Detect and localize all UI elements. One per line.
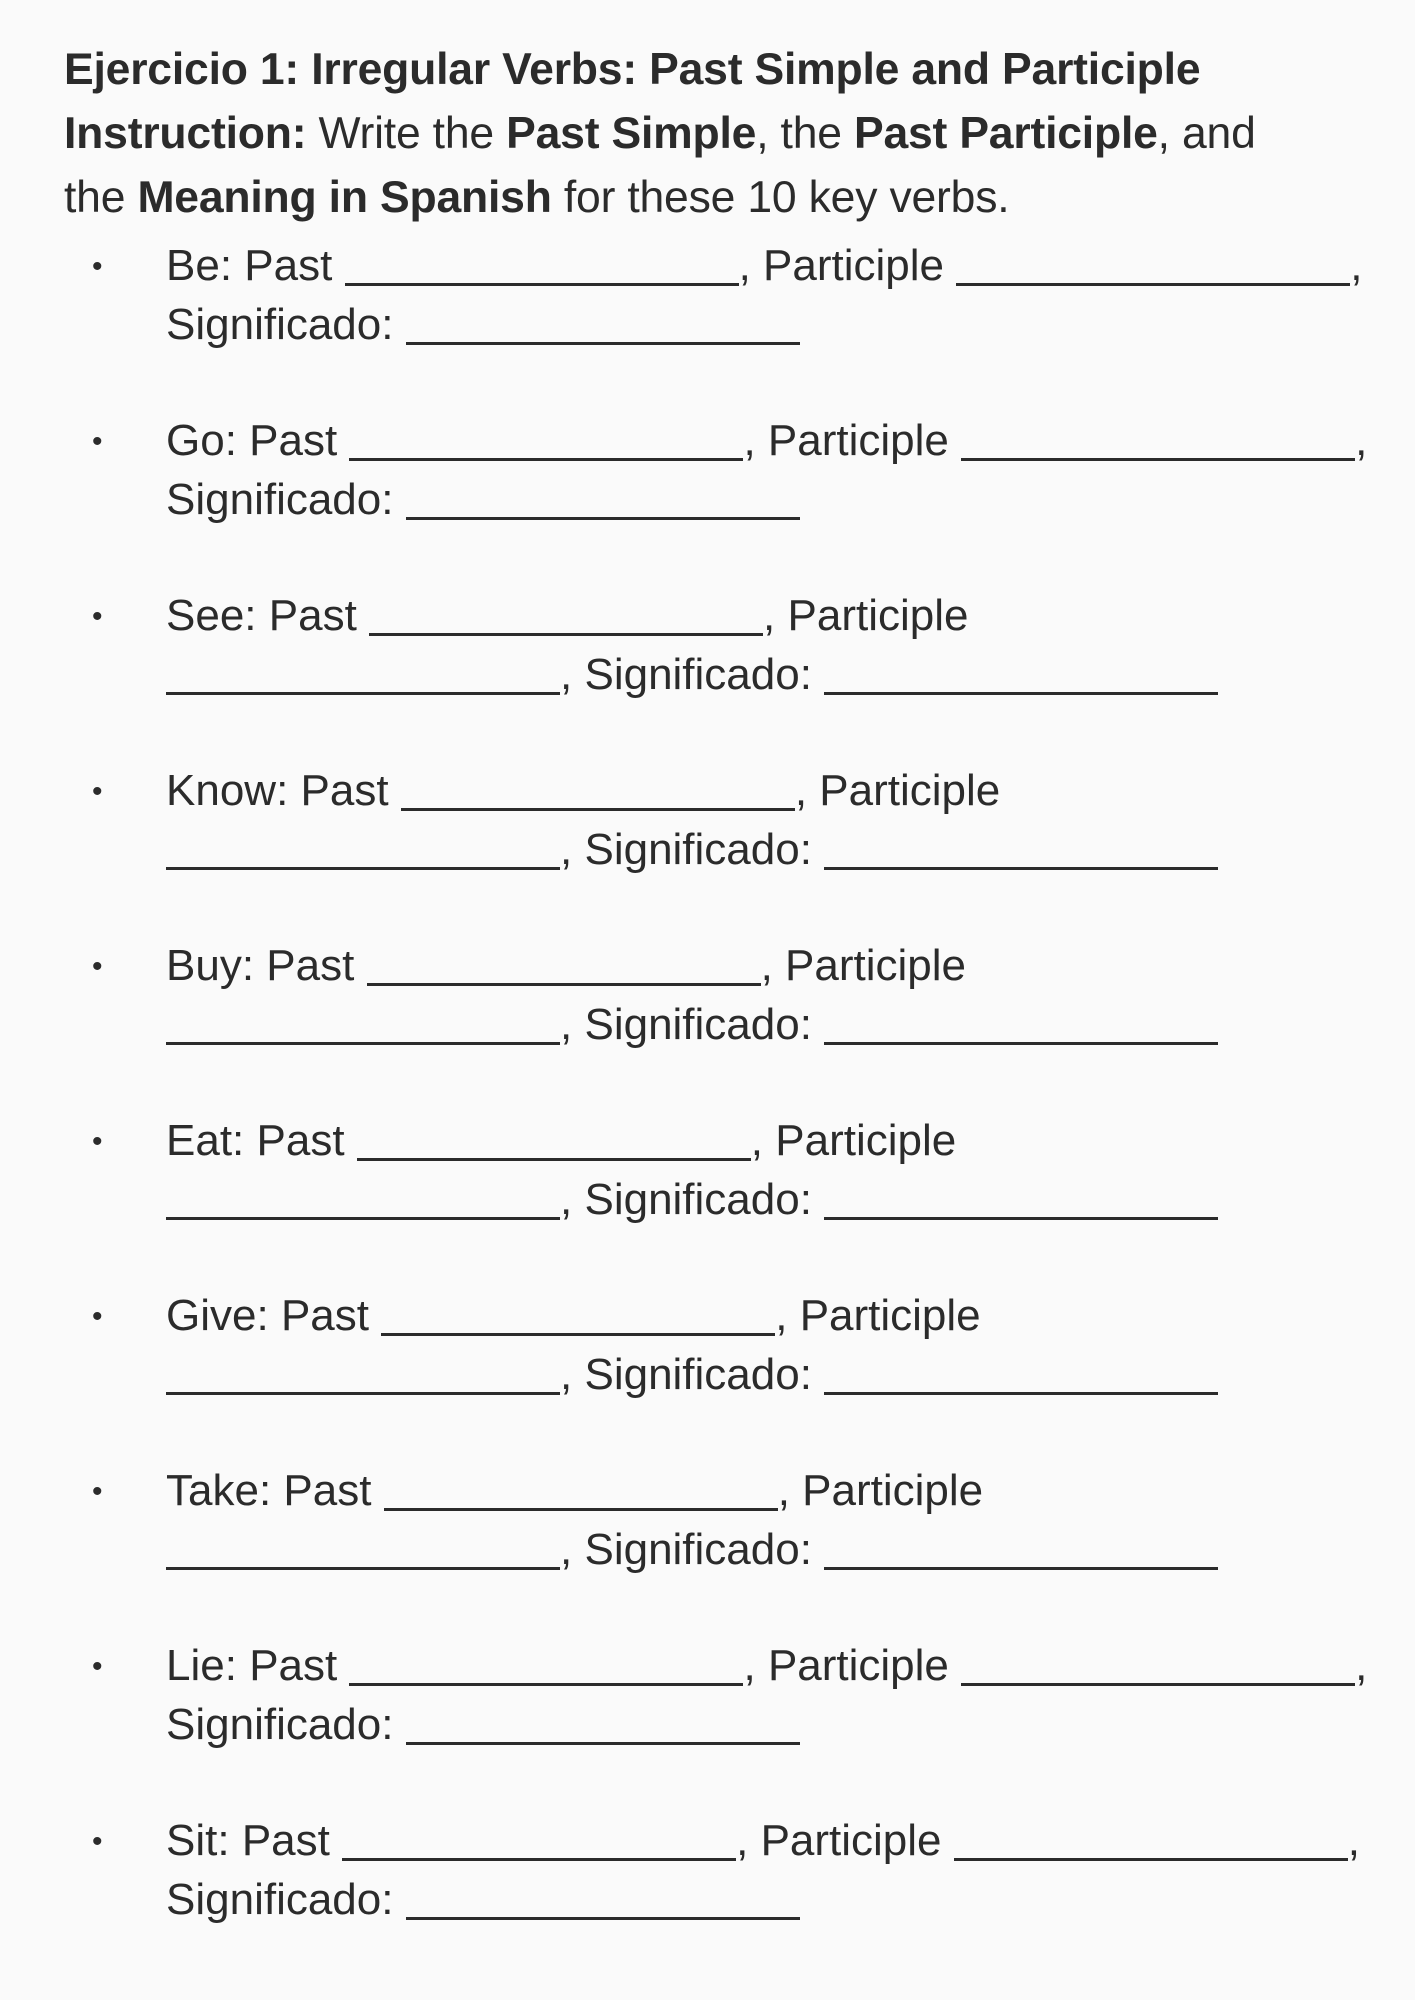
verb-line-1 — [166, 936, 1351, 995]
past-label: Past — [256, 1116, 345, 1165]
significado-label: Significado: — [584, 1350, 812, 1399]
past-label: Past — [249, 1641, 338, 1690]
instruction-segment: for these 10 key verbs. — [551, 173, 1010, 222]
verb-line-2 — [166, 995, 1351, 1054]
comma: , — [560, 1000, 573, 1049]
comma: , — [760, 941, 773, 990]
participle-answer-blank[interactable] — [166, 998, 560, 1045]
instruction-segment: the — [64, 173, 138, 222]
comma: , — [743, 1641, 756, 1690]
past-label: Past — [244, 241, 333, 290]
verb-line-1 — [166, 761, 1351, 820]
meaning-answer-blank[interactable] — [406, 1873, 800, 1920]
verb-item — [64, 1461, 1351, 1577]
verb-line-1 — [166, 1286, 1351, 1345]
verb-item — [64, 1636, 1368, 1752]
verb-line-2 — [166, 1345, 1351, 1404]
comma: , — [775, 1291, 788, 1340]
comma: , — [750, 1116, 764, 1165]
participle-answer-blank[interactable] — [166, 1523, 560, 1570]
past-label: Past — [266, 941, 355, 990]
participle-label: Participle — [763, 241, 944, 290]
participle-label: Participle — [799, 1291, 981, 1340]
bullet-dot: • — [92, 950, 103, 983]
comma: , — [1355, 416, 1368, 465]
verb-item — [64, 1811, 1360, 1927]
verb-line-2 — [166, 1870, 1351, 1929]
verb-line-1 — [166, 236, 1363, 295]
exercise-header — [64, 38, 1351, 230]
participle-label: Participle — [767, 416, 949, 465]
bullet-dot: • — [92, 250, 103, 283]
past-label: Past — [280, 1291, 369, 1340]
verb-line-1 — [166, 1111, 1351, 1170]
instruction-bold-past-simple: Past Simple — [506, 109, 757, 158]
participle-label: Participle — [819, 766, 1001, 815]
meaning-answer-blank[interactable] — [824, 998, 1218, 1045]
verb-line-2 — [166, 1520, 1351, 1579]
verb-name: Give: — [166, 1291, 269, 1340]
instruction-segment: Write the — [306, 109, 507, 158]
participle-answer-blank[interactable] — [961, 1639, 1355, 1686]
comma: , — [560, 1525, 573, 1574]
comma: , — [1347, 1816, 1360, 1865]
verb-line-1 — [166, 411, 1368, 470]
verb-item — [64, 411, 1368, 527]
participle-answer-blank[interactable] — [166, 1173, 560, 1220]
significado-label: Significado: — [584, 1175, 812, 1224]
meaning-answer-blank[interactable] — [406, 298, 800, 345]
participle-label: Participle — [767, 1641, 949, 1690]
instruction-segment: , and — [1157, 109, 1256, 158]
past-answer-blank[interactable] — [401, 764, 795, 811]
participle-label: Participle — [785, 941, 966, 990]
comma: , — [560, 825, 573, 874]
verb-name: Know: — [166, 766, 289, 815]
comma: , — [736, 1816, 749, 1865]
verb-name: Sit: — [166, 1816, 230, 1865]
participle-answer-blank[interactable] — [166, 648, 560, 695]
past-answer-blank[interactable] — [369, 589, 763, 636]
past-label: Past — [300, 766, 389, 815]
significado-label: Significado: — [584, 650, 812, 699]
instruction-label: Instruction: — [64, 109, 307, 158]
significado-label: Significado: — [166, 1700, 394, 1749]
meaning-answer-blank[interactable] — [824, 1348, 1218, 1395]
verb-item — [64, 586, 1351, 702]
participle-answer-blank[interactable] — [956, 239, 1350, 286]
participle-label: Participle — [775, 1116, 957, 1165]
verb-line-2 — [166, 470, 1351, 529]
verb-item — [64, 761, 1351, 877]
participle-answer-blank[interactable] — [961, 414, 1355, 461]
significado-label: Significado: — [166, 1875, 394, 1924]
past-label: Past — [241, 1816, 330, 1865]
verb-line-1 — [166, 1811, 1360, 1870]
verb-item — [64, 1286, 1351, 1402]
participle-answer-blank[interactable] — [954, 1814, 1348, 1861]
meaning-answer-blank[interactable] — [406, 1698, 800, 1745]
verb-line-1 — [166, 586, 1351, 645]
bullet-dot: • — [92, 1125, 103, 1158]
exercise-title: Ejercicio 1: Irregular Verbs: Past Simple and Participle — [64, 45, 1201, 94]
past-answer-blank[interactable] — [384, 1464, 778, 1511]
past-answer-blank[interactable] — [349, 1639, 743, 1686]
instruction-text — [64, 109, 1256, 222]
comma: , — [738, 241, 751, 290]
verb-name: See: — [166, 591, 257, 640]
past-answer-blank[interactable] — [357, 1114, 751, 1161]
past-answer-blank[interactable] — [345, 239, 739, 286]
verb-line-2 — [166, 295, 1351, 354]
verb-line-2 — [166, 645, 1351, 704]
bullet-dot: • — [92, 1650, 103, 1683]
verb-list — [64, 236, 1368, 1927]
verb-name: Be: — [166, 241, 233, 290]
comma: , — [1350, 241, 1363, 290]
verb-line-2 — [166, 1170, 1351, 1229]
verb-name: Take: — [166, 1466, 272, 1515]
participle-label: Participle — [760, 1816, 942, 1865]
bullet-dot: • — [92, 600, 103, 633]
bullet-dot: • — [92, 1475, 103, 1508]
comma: , — [777, 1466, 790, 1515]
significado-label: Significado: — [166, 475, 394, 524]
comma: , — [794, 766, 808, 815]
bullet-dot: • — [92, 425, 103, 458]
comma: , — [560, 650, 573, 699]
past-label: Past — [283, 1466, 372, 1515]
significado-label: Significado: — [166, 300, 394, 349]
participle-answer-blank[interactable] — [166, 823, 560, 870]
instruction-bold-meaning: Meaning in Spanish — [137, 173, 552, 222]
past-label: Past — [268, 591, 357, 640]
significado-label: Significado: — [584, 1000, 812, 1049]
past-answer-blank[interactable] — [367, 939, 761, 986]
instruction-segment: , the — [756, 109, 854, 158]
significado-label: Significado: — [584, 825, 812, 874]
verb-name: Go: — [166, 416, 237, 465]
meaning-answer-blank[interactable] — [824, 1173, 1218, 1220]
bullet-dot: • — [92, 1300, 103, 1333]
past-answer-blank[interactable] — [342, 1814, 736, 1861]
meaning-answer-blank[interactable] — [824, 648, 1218, 695]
verb-name: Buy: — [166, 941, 255, 990]
comma: , — [743, 416, 756, 465]
significado-label: Significado: — [584, 1525, 812, 1574]
verb-line-2 — [166, 1695, 1351, 1754]
comma: , — [560, 1350, 573, 1399]
bullet-dot: • — [92, 775, 103, 808]
comma: , — [763, 591, 776, 640]
verb-line-1 — [166, 1636, 1368, 1695]
verb-name: Eat: — [166, 1116, 245, 1165]
comma: , — [1355, 1641, 1368, 1690]
participle-answer-blank[interactable] — [166, 1348, 560, 1395]
verb-line-1 — [166, 1461, 1351, 1520]
verb-line-2 — [166, 820, 1351, 879]
verb-item — [64, 236, 1363, 352]
comma: , — [560, 1175, 573, 1224]
meaning-answer-blank[interactable] — [824, 823, 1218, 870]
verb-item — [64, 936, 1351, 1052]
participle-label: Participle — [787, 591, 969, 640]
bullet-dot: • — [92, 1825, 103, 1858]
past-answer-blank[interactable] — [349, 414, 743, 461]
meaning-answer-blank[interactable] — [824, 1523, 1218, 1570]
past-label: Past — [249, 416, 338, 465]
meaning-answer-blank[interactable] — [406, 473, 800, 520]
instruction-bold-past-participle: Past Participle — [853, 109, 1158, 158]
participle-label: Participle — [802, 1466, 984, 1515]
verb-name: Lie: — [166, 1641, 237, 1690]
verb-item — [64, 1111, 1351, 1227]
past-answer-blank[interactable] — [381, 1289, 775, 1336]
